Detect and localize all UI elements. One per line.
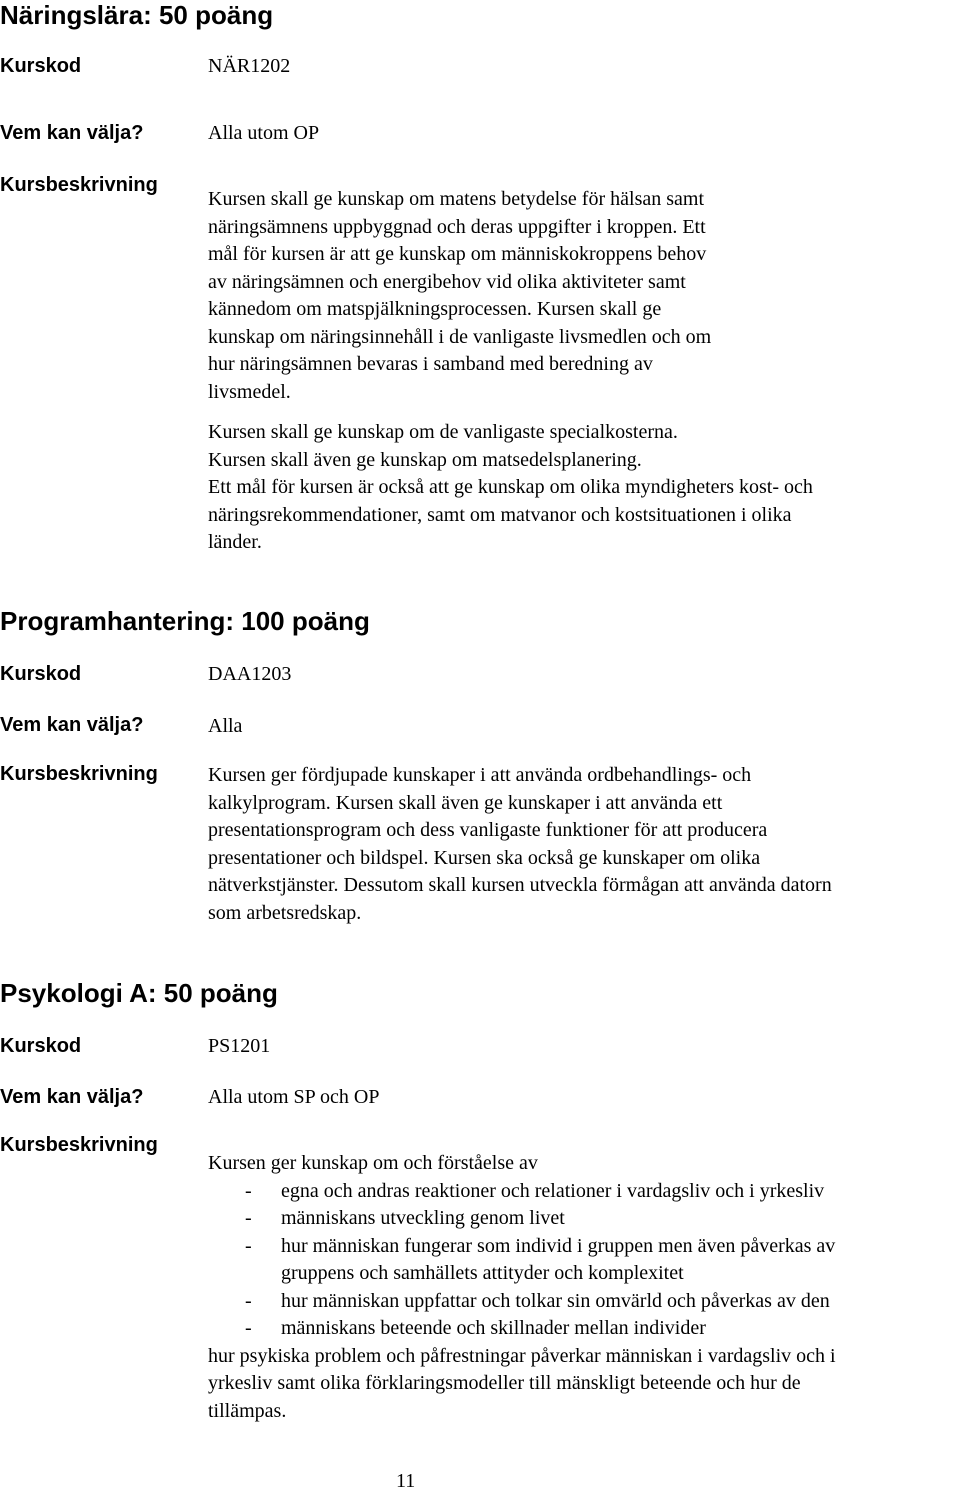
description-line: Kursen ger fördjupade kunskaper i att använda ordbehandlings- och	[208, 764, 752, 786]
description-line: presentationsprogram och dess vanligaste funktioner för att producera	[208, 819, 768, 841]
description-line: nätverkstjänster. Dessutom skall kursen utveckla förmågan att använda datorn	[208, 874, 832, 896]
eligibility-label: Vem kan välja?	[0, 714, 144, 736]
list-item-text: hur människan fungerar som individ i gruppen men även påverkas av	[281, 1234, 836, 1257]
page-number: 11	[396, 1470, 416, 1492]
bullet-marker: -	[245, 1207, 252, 1229]
description-line: av näringsämnen och energibehov vid olika aktiviteter samt	[208, 270, 686, 293]
course-code-label: Kurskod	[0, 663, 82, 685]
course-description-extra	[208, 419, 813, 557]
description-line: kännedom om matspjälkningsprocessen. Kursen skall ge	[208, 298, 662, 320]
description-label: Kursbeskrivning	[0, 1134, 158, 1156]
bullet-marker: -	[245, 1289, 252, 1312]
description-line: Kursen skall ge kunskap om de vanligaste specialkosterna.	[208, 421, 678, 443]
course-title: Näringslära: 50 poäng	[0, 0, 274, 30]
description-line: Kursen skall ge kunskap om matens betydelse för hälsan samt	[208, 188, 704, 210]
list-item	[208, 1205, 836, 1233]
list-item-text: gruppens och samhällets attityder och komplexitet	[281, 1262, 684, 1284]
list-item-text: hur människan uppfattar och tolkar sin omvärld och påverkas av den	[281, 1289, 830, 1312]
description-label: Kursbeskrivning	[0, 174, 158, 196]
list-item	[208, 1288, 836, 1316]
description-line: som arbetsredskap.	[208, 901, 362, 924]
description-line: näringsämnens uppbyggnad och deras uppgifter i kroppen. Ett	[208, 215, 706, 238]
course-code-label: Kurskod	[0, 1035, 82, 1057]
description-line: yrkesliv samt olika förklaringsmodeller till mänskligt beteende och hur de	[208, 1372, 801, 1394]
list-item	[208, 1233, 836, 1288]
course-description	[208, 1150, 836, 1425]
description-line: mål för kursen är att ge kunskap om människokroppens behov	[208, 243, 707, 265]
bullet-marker: -	[245, 1234, 252, 1257]
description-line: hur psykiska problem och påfrestningar påverkar människan i vardagsliv och i	[208, 1344, 836, 1367]
course-code-value: NÄR1202	[208, 55, 291, 77]
list-item-text: egna och andras reaktioner och relationer i vardagsliv och i yrkesliv	[281, 1179, 825, 1202]
description-line: kunskap om näringsinnehåll i de vanligaste livsmedlen och om	[208, 325, 712, 348]
course-title: Psykologi A: 50 poäng	[0, 978, 278, 1008]
description-line: presentationer och bildspel. Kursen ska också ge kunskaper om olika	[208, 846, 761, 869]
eligibility-label: Vem kan välja?	[0, 122, 144, 144]
description-bullet-list	[208, 1178, 836, 1343]
list-item	[208, 1178, 836, 1206]
list-item	[208, 1315, 836, 1343]
description-line: länder.	[208, 531, 262, 553]
list-item-text: människans beteende och skillnader mellan individer	[281, 1317, 706, 1339]
description-label: Kursbeskrivning	[0, 763, 158, 785]
eligibility-value: Alla utom SP och OP	[208, 1086, 380, 1108]
description-line: livsmedel.	[208, 380, 291, 403]
bullet-marker: -	[245, 1317, 252, 1339]
description-line: Ett mål för kursen är också att ge kunskap om olika myndigheters kost- och	[208, 476, 813, 498]
course-description	[208, 186, 711, 406]
eligibility-value: Alla	[208, 715, 243, 737]
course-code-value: PS1201	[208, 1035, 271, 1057]
eligibility-value: Alla utom OP	[208, 122, 320, 144]
eligibility-label: Vem kan välja?	[0, 1086, 144, 1108]
description-line: tillämpas.	[208, 1399, 287, 1422]
course-description	[208, 762, 832, 927]
description-intro: Kursen ger kunskap om och förståelse av	[208, 1152, 538, 1174]
description-line: kalkylprogram. Kursen skall även ge kunskaper i att använda ett	[208, 791, 723, 814]
description-line: näringsrekommendationer, samt om matvanor och kostsituationen i olika	[208, 503, 792, 526]
description-line: Kursen skall även ge kunskap om matsedelsplanering.	[208, 448, 642, 471]
bullet-marker: -	[245, 1179, 252, 1202]
course-code-label: Kurskod	[0, 55, 82, 77]
course-code-value: DAA1203	[208, 663, 292, 685]
course-title: Programhantering: 100 poäng	[0, 606, 370, 636]
description-line: hur näringsämnen bevaras i samband med beredning av	[208, 353, 653, 375]
list-item-text: människans utveckling genom livet	[281, 1207, 565, 1229]
